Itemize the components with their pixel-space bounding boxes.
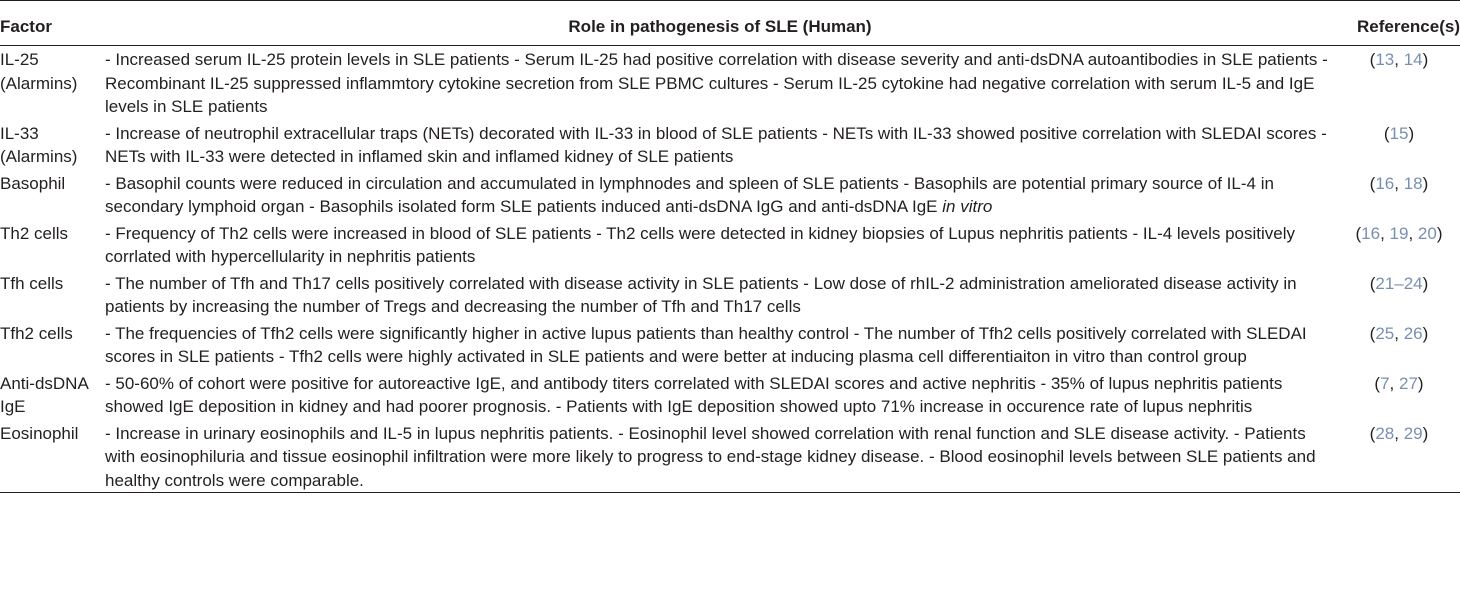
table-row xyxy=(0,372,1460,419)
table-row xyxy=(0,48,1460,119)
role-cell xyxy=(105,322,1333,369)
citation-punctuation: ) xyxy=(1422,50,1429,69)
role-cell xyxy=(105,122,1333,169)
citation-punctuation: ( xyxy=(1369,273,1376,293)
citation-punctuation: , xyxy=(1394,173,1404,193)
role-text: - Increase of neutrophil extracellular traps (NETs) decorated with IL-33 in blood of SLE patients - NETs with IL-33 showed positive correlation with SLEDAI scores - NETs with IL-33 were detected in inflamed skin and inflamed kidney of SLE patients xyxy=(105,123,1327,166)
reference-cell[interactable] xyxy=(1338,222,1460,246)
citation-link[interactable]: 21–24 xyxy=(1375,273,1423,293)
citation-link[interactable]: 13 xyxy=(1375,50,1395,69)
citation-link[interactable]: 27 xyxy=(1399,373,1418,393)
factor-cell: Tfh2 cells xyxy=(0,323,73,343)
citation-link[interactable]: 14 xyxy=(1403,50,1423,69)
table-row xyxy=(0,322,1460,369)
citation-punctuation: , xyxy=(1380,223,1390,243)
citation-link[interactable]: 29 xyxy=(1403,423,1423,443)
table-row xyxy=(0,172,1460,219)
reference-cell[interactable] xyxy=(1338,122,1460,146)
reference-cell[interactable] xyxy=(1338,372,1460,396)
citation-link[interactable]: 16 xyxy=(1375,173,1395,193)
table-row xyxy=(0,122,1460,169)
citation-link[interactable]: 16 xyxy=(1361,223,1381,243)
reference-cell[interactable] xyxy=(1338,48,1460,72)
citation-punctuation: ( xyxy=(1374,373,1381,393)
citation-link[interactable]: 15 xyxy=(1389,123,1409,143)
table-header-row xyxy=(0,1,1460,45)
citation-punctuation: ) xyxy=(1436,223,1443,243)
citation-punctuation: ) xyxy=(1422,323,1429,343)
citation-punctuation: ( xyxy=(1369,173,1376,193)
citation-punctuation: ( xyxy=(1383,123,1390,143)
citation-punctuation: ( xyxy=(1355,223,1362,243)
citation-punctuation: ) xyxy=(1422,173,1429,193)
citation-link[interactable]: 7 xyxy=(1380,373,1390,393)
role-text: - The frequencies of Tfh2 cells were significantly higher in active lupus patients than healthy control - The number of Tfh2 cells positively correlated with SLEDAI scores in SLE patients - Tfh2 cells were highly activated in SLE patients and were better at inducing plasma cell differentiaiton in vitro than control group xyxy=(105,323,1307,366)
table-row xyxy=(0,422,1460,493)
role-cell xyxy=(105,48,1333,119)
citation-punctuation: ) xyxy=(1417,373,1424,393)
citation-link[interactable]: 28 xyxy=(1375,423,1395,443)
role-cell xyxy=(105,422,1333,493)
citation-punctuation: ( xyxy=(1369,50,1376,69)
citation-punctuation: , xyxy=(1394,423,1404,443)
factor-cell: Basophil xyxy=(0,173,66,193)
citation-punctuation: ) xyxy=(1408,123,1415,143)
citation-link[interactable]: 25 xyxy=(1375,323,1395,343)
citation-link[interactable]: 20 xyxy=(1417,223,1437,243)
reference-cell[interactable] xyxy=(1338,172,1460,196)
header-factor: Factor xyxy=(0,17,52,36)
factor-cell: IL-33 (Alarmins) xyxy=(0,123,78,166)
reference-cell[interactable] xyxy=(1338,322,1460,346)
citation-link[interactable]: 19 xyxy=(1389,223,1409,243)
table-bottom-rule xyxy=(0,492,1460,493)
role-text: - Basophil counts were reduced in circulation and accumulated in lymphnodes and spleen of SLE patients - Basophils are potential primary source of IL-4 in secondary lymphoid organ - Basophils isolated form SLE patients induced anti-dsDNA IgG and anti-dsDNA IgE xyxy=(105,173,1274,216)
role-italic-text: in vitro xyxy=(942,197,993,216)
factor-cell: Eosinophil xyxy=(0,423,79,443)
citation-punctuation: , xyxy=(1394,50,1404,69)
citation-punctuation: , xyxy=(1394,323,1404,343)
factor-cell: IL-25 (Alarmins) xyxy=(0,50,78,93)
role-text: - The number of Tfh and Th17 cells positively correlated with disease activity in SLE patients - Low dose of rhIL-2 administration ameliorated disease activity in patients by increasing the number of Tregs and decreasing the number of Tfh and Th17 cells xyxy=(105,273,1297,316)
citation-link[interactable]: 18 xyxy=(1403,173,1423,193)
reference-cell[interactable] xyxy=(1338,272,1460,296)
citation-punctuation: ) xyxy=(1422,273,1429,293)
table-body xyxy=(0,46,1460,492)
role-text: - 50-60% of cohort were positive for autoreactive IgE, and antibody titers correlated with SLEDAI scores and active nephritis - 35% of lupus nephritis patients showed IgE deposition in kidney and had poorer prognosis. - Patients with IgE deposition showed upto 71% increase in occurence rate of lupus nephritis xyxy=(105,373,1283,416)
factor-cell: Th2 cells xyxy=(0,223,69,243)
role-cell xyxy=(105,272,1333,319)
reference-cell[interactable] xyxy=(1338,422,1460,446)
citation-punctuation: ) xyxy=(1422,423,1429,443)
header-references: Reference(s) xyxy=(1357,17,1460,36)
role-text: - Increased serum IL-25 protein levels in SLE patients - Serum IL-25 had positive correlation with disease severity and anti-dsDNA autoantibodies in SLE patients - Recombinant IL-25 suppressed inflammtory cytokine secretion from SLE PBMC cultures - Serum IL-25 cytokine had negative correlation with serum IL-5 and IgE levels in SLE patients xyxy=(105,50,1328,116)
role-cell xyxy=(105,222,1333,269)
citation-punctuation: , xyxy=(1389,373,1399,393)
citation-punctuation: ( xyxy=(1369,323,1376,343)
role-text: - Increase in urinary eosinophils and IL-5 in lupus nephritis patients. - Eosinophil level showed correlation with renal function and SLE disease activity. - Patients with eosinophiluria and tissue eosinophil infiltration were more likely to progress to end-stage kidney disease. - Blood eosinophil levels between SLE patients and healthy controls were comparable. xyxy=(105,423,1316,490)
citation-punctuation: ( xyxy=(1369,423,1376,443)
table-row xyxy=(0,222,1460,269)
table-row xyxy=(0,272,1460,319)
header-role: Role in pathogenesis of SLE (Human) xyxy=(568,17,872,36)
role-cell xyxy=(105,172,1333,219)
citation-link[interactable]: 26 xyxy=(1403,323,1423,343)
factor-cell: Anti-dsDNA IgE xyxy=(0,373,88,416)
citation-punctuation: , xyxy=(1408,223,1418,243)
factor-cell: Tfh cells xyxy=(0,273,64,293)
role-text: - Frequency of Th2 cells were increased in blood of SLE patients - Th2 cells were detected in kidney biopsies of Lupus nephritis patients - IL-4 levels positively corrlated with hypercellularity in nephritis patients xyxy=(105,223,1296,266)
role-cell xyxy=(105,372,1333,419)
